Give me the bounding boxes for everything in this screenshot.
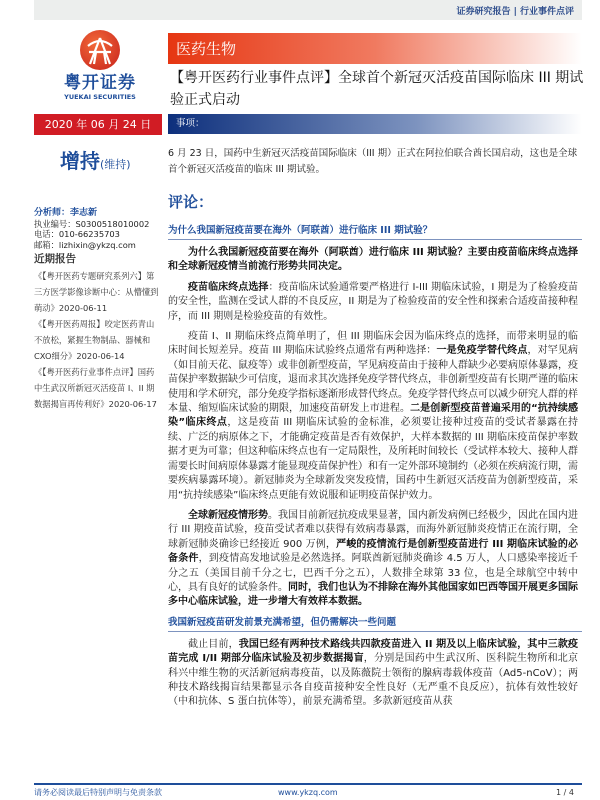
text: ，这是疫苗 III 期临床试验的金标准，必须要让接种过疫苗的受试者暴露在持续、广泛的病原体之下，才能确定疫苗是否有效保护，大样本数据的 III 期临床疫苗保护率数据才更为可靠；但这种临床终点也有一定局限性，及所耗时间较长（受试样本较大、接种人群需要长时间病原体暴露才能显现疫苗保护性）和有一定外部环境制约（必须在疾病流行期，需要疾病暴露环境）。新冠肺炎为全球新发突发疫情，国药中生新冠灭活疫苗为创新型疫苗，采用“抗持续感染”临床终点更能有效说服和证明疫苗保护效力。 (168, 417, 578, 501)
report-body (168, 224, 582, 778)
bold-text: 同时，我们也认为不排除在海外其他国家如巴西等国开展更多国际多中心临床试验，进一步增大有效样本数据。 (168, 581, 578, 608)
analyst-license: 执业编号：S0300518010002 (34, 218, 150, 229)
bold-text: 二是创新型疫苗普遍采用的“抗持续感染”临床终点 (168, 403, 579, 429)
recent-reports (34, 250, 162, 412)
paragraph (168, 281, 578, 324)
text: 截止目前， (188, 638, 239, 650)
recent-report-item[interactable]: 《【粤开医药行业事件点评】国药中生武汉所新冠灭活疫苗 I、II 期数据揭盲再传利好》2020-06-17 (34, 367, 157, 409)
footer-disclaimer: 请务必阅读最后特别声明与免责条款 (34, 788, 162, 797)
paragraph (168, 509, 578, 610)
logo-cn: 粤开证券 (64, 73, 136, 93)
top-bar (34, 0, 582, 20)
logo-en: YUEKAI SECURITIES (64, 93, 136, 101)
event-banner: 事项： (168, 114, 582, 134)
footer-website[interactable]: www.ykzq.com (278, 788, 338, 797)
bold-text: 全球新冠疫情形势 (188, 509, 268, 521)
report-date: 2020 年 06 月 24 日 (34, 114, 162, 135)
text: ，分别是国药中生武汉所、医科院生物所和北京科兴中维生物的灭活新冠病毒疫苗，以及陈薇院士领衔的腺病毒载体疫苗（Ad5-nCoV）；两种技术路线揭盲结果都显示各自疫苗接种安全性良好（无严重不良反应），抗体有效性较好（中和抗体、S 蛋白抗体等），前景充满希望。多款新冠疫苗从获 (168, 653, 578, 708)
rating-sub: (维持) (100, 158, 131, 171)
section-heading: 为什么我国新冠疫苗要在海外（阿联酋）进行临床 III 期试验？ (168, 224, 582, 240)
analyst-info (34, 208, 149, 250)
analyst-phone: 电话：010-66235703 (34, 229, 120, 239)
bold-text: 一是免疫学替代终点 (436, 345, 528, 357)
logo-emblem-icon (80, 30, 120, 70)
text: 。我国目前新冠抗疫成果显著，国内新发病例已经极少，因此在国内进行 III 期疫苗试验，疫苗受试者难以获得有效病毒暴露，而海外新冠肺炎疫情正在流行期，全球新冠肺炎确诊已经接近 900 万例， (168, 509, 578, 550)
bold-text: 疫苗临床终点选择 (188, 281, 269, 293)
bold-text: 严峻的疫情流行是创新型疫苗进行 III 期临床试验的必备条件 (168, 538, 579, 565)
section-body (168, 638, 578, 710)
analyst-email[interactable]: 邮箱：lizhixin@ykzq.com (34, 239, 136, 250)
section-heading: 我国新冠疫苗研发前景充满希望，但仍需解决一些问题 (168, 616, 582, 632)
text: ，到疫情高发地试验是必然选择。阿联酋新冠肺炎确诊 4.5 万人，人口感染率接近千分之五（美国目前千分之七，巴西千分之五），人数排全球第 33 位，也是全球航空中转中心，具有良好的试验条件。 (168, 553, 579, 593)
rating (60, 148, 131, 178)
rating-main: 增持 (60, 149, 100, 173)
bold-text: 我国已经有两种技术路线共四款疫苗进入 II 期及以上临床试验，其中三款疫苗完成 I/II 期部分临床试验及初步数据揭盲 (168, 638, 579, 665)
paragraph (168, 330, 578, 503)
section-body (168, 246, 578, 610)
paragraph (168, 638, 578, 710)
sector-banner: 医药生物 (168, 33, 582, 64)
event-summary: 6 月 23 日，国药中生新冠灭活疫苗国际临床（III 期）正式在阿拉伯联合酋长国启动，这也是全球首个新冠灭活疫苗的临床 III 期试验。 (168, 148, 578, 175)
recent-heading: 近期报告 (34, 253, 76, 265)
bold-text: 为什么我国新冠疫苗要在海外（阿联酋）进行临床 III 期试验？主要由疫苗临床终点选择和全球新冠疫情当前流行形势共同决定。 (168, 247, 578, 273)
recent-report-item[interactable]: 《【粤开医药专题研究系列六】第三方医学影像诊断中心：从懵懂到萌动》2020-06-11 (34, 271, 159, 313)
report-title: 【粤开医药行业事件点评】全球首个新冠灭活疫苗国际临床 III 期试验正式启动 (170, 70, 584, 108)
report-type: 证券研究报告 | 行业事件点评 (456, 7, 574, 17)
analyst-name: 分析师：李志新 (34, 208, 98, 218)
text: 疫苗 I、II 期临床终点简单明了，但 III 期临床会因为临床终点的选择，而带来明显的临床时间长短差异。疫苗 III 期临床试验终点通常有两种选择： (168, 331, 578, 357)
page-number: 1 / 4 (556, 788, 574, 797)
footer (34, 783, 582, 799)
paragraph (168, 246, 578, 275)
comment-heading: 评论： (168, 193, 214, 211)
text: ，对罕见病（如目前天花、鼠疫等）或非创新型疫苗，罕见病疫苗由于接种人群缺少必要病原体暴露，疫苗保护率数据缺少可信度，退而求其次选择免疫学替代终点，非创新型疫苗有长期严谨的临床使用和学术研究，部分免疫学指标逐渐形成替代终点。免疫学替代终点可以减少研究人群的样本量、缩短临床试验的期限，加速疫苗研发上市进程。 (168, 345, 578, 415)
recent-report-item[interactable]: 《【粤开医药周报】咬定医药青山不放松，紧握生物制品、器械和CXO细分》2020-06-14 (34, 319, 155, 361)
company-logo (50, 30, 150, 110)
text: ：疫苗临床试验通常要严格进行 I-III 期临床试验，I 期是为了检验疫苗的安全性，监测在受试人群的不良反应，II 期是为了检验疫苗的安全性和探索合适疫苗接种程序，而 III 期则是检验疫苗的有效性。 (168, 281, 579, 322)
